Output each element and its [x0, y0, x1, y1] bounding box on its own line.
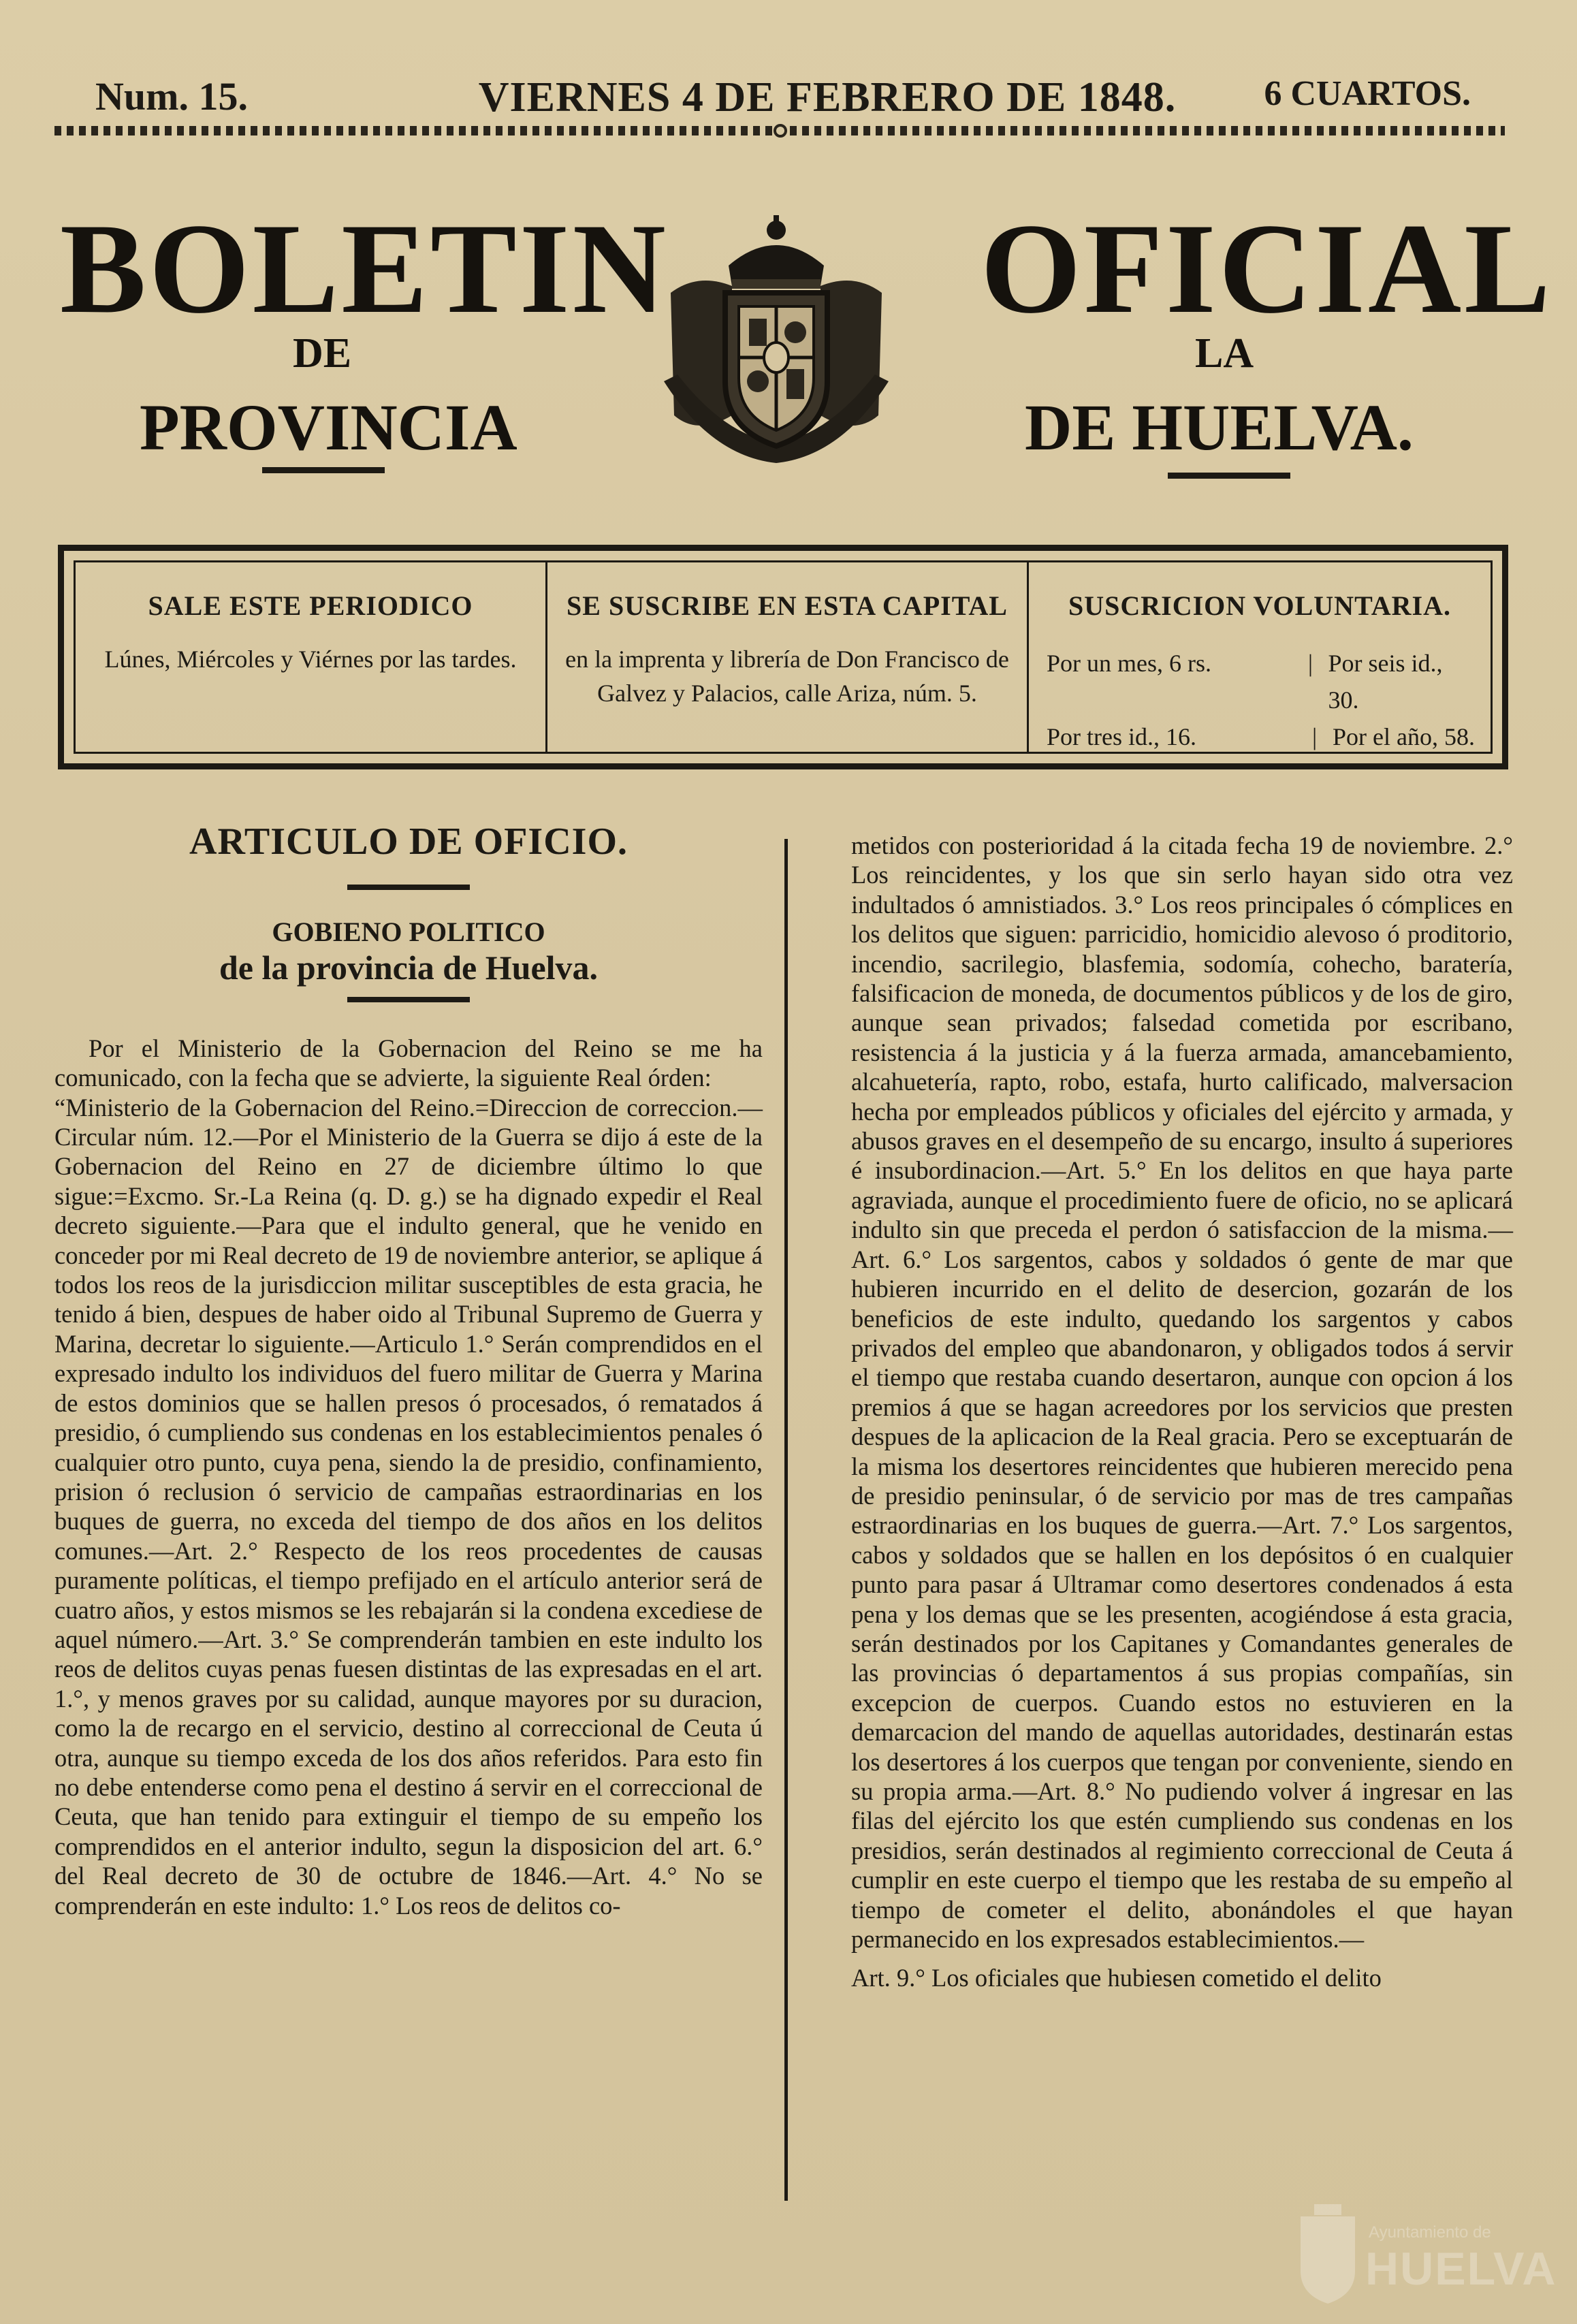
section-heading: GOBIENO POLITICO — [272, 917, 545, 947]
issue-line — [95, 74, 1471, 121]
rate-row: Por tres id., 16. | Por el año, 58. — [1047, 718, 1477, 755]
rate-row: Por un mes, 6 rs. | Por seis id., 30. — [1047, 645, 1477, 718]
article-body-left: “Ministerio de la Gobernacion del Reino.=Direccion de correccion.—Circular núm. 12.—Por el Ministerio de la Guerra se dijo á este de la Gobernacion del Reino en 27 de diciembre último lo que sigue:=Excmo. Sr.-La Reina (q. D. g.) se ha dignado expedir el Real decreto siguiente.—Para que el indulto general, que he venido en conceder por mi Real decreto de 19 de noviembre anterior, se aplique á todos los reos de la jurisdiccion militar susceptibles de esta gracia, he tenido á bien, despues de haber oido al Tribunal Supremo de Guerra y Marina, decretar lo siguiente.—Articulo 1.° Serán comprendidos en el expresado indulto los individuos del fuero militar de Guerra y Marina de estos dominios que se hallen presos ó procesados, ó rematados á presidio, ó cumpliendo sus condenas en los establecimientos penales ó cualquier otro punto, cuya pena, siendo la de presidio, confinamiento, prision ó reclusion ó servicio de campañas estraordinarias en los buques de guerra, no exceda del tiempo de dos años en los delitos comunes.—Art. 2.° Respecto de los reos procedentes de causas puramente políticas, el tiempo prefijado en el artículo anterior será de cuatro años, y estos mismos se les rebajarán si la condena excediese de aquel número.—Art. 3.° Se comprenderán tambien en este indulto los reos de delitos cuyas penas fuesen distintas de las expresadas en el art. 1.°, y menos graves por su calidad, aunque mayores por su duracion, como la de recargo en el servicio, destino al correccional de Ceuta ú otra, aunque su tiempo exceda de los dos años referidos. Para esto fin no debe entenderse como pena el destino á servir en el correccional de Ceuta, que han tenido para extinguir el tiempo de su empeño los comprendidos en el anterior indulto, segun la disposicion del art. 6.° del Real decreto de 30 de octubre de 1846.—Art. 4.° No se comprenderán en este indulto: 1.° Los reos de delitos co- — [54, 1093, 763, 1920]
issue-date: VIERNES 4 DE FEBRERO DE 1848. — [478, 74, 1177, 121]
watermark-small-text: Ayuntamiento de — [1369, 2223, 1491, 2242]
left-column — [54, 821, 763, 1920]
section-subheading: de la provincia de Huelva. — [219, 949, 599, 987]
subscribe-title: SE SUSCRIBE EN ESTA CAPITAL — [567, 590, 1008, 621]
right-column — [851, 831, 1513, 1993]
royal-crest-icon — [657, 211, 895, 466]
column-divider — [784, 839, 788, 2201]
masthead-provincia: PROVINCIA — [140, 391, 517, 464]
schedule-column — [76, 562, 545, 752]
rate-cell: Por un mes, 6 rs. — [1047, 650, 1211, 677]
schedule-text: Lúnes, Miércoles y Viérnes por las tardes. — [104, 646, 517, 673]
masthead-rule-right — [1168, 473, 1290, 479]
rule-ornament — [774, 124, 787, 138]
article-body-right: metidos con posterioridad á la citada fecha 19 de noviembre. 2.° Los reincidentes, y los que sin serlo hayan sido otra vez indultados ó amnistiados. 3.° Los reos principales ó cómplices en los delitos que siguen: parricidio, homicidio alevoso ó proditorio, incendio, sacrilegio, blasfemia, sodomía, cohecho, baratería, falsificacion de moneda, de documentos públicos y de los de giro, aunque sean privados; falsedad cometida por escribano, resistencia á la justicia y á la fuerza armada, amancebamiento, alcahuetería, rapto, robo, estafa, hurto calificado, malversacion hecha por empleados públicos y oficiales del ejército y armada, y abusos graves en el desempeño de su encargo, insulto á superiores é insubordinacion.—Art. 5.° En los delitos en que haya parte agraviada, aunque el procedimiento fuere de oficio, no se aplicará indulto sin que preceda el perdon ó satisfaccion de la misma.—Art. 6.° Los sargentos, cabos y soldados ó gente de mar que hubieren incurrido en el delito de desercion, gozarán de los beneficios de este indulto, quedando los sargentos y cabos privados del empleo que abandonaron, y obligados todos á servir el tiempo que restaba cuando desertaron, aunque con opcion á los premios á que se hagan acreedores por los servicios que presten despues de la aplicacion de la Real gracia. Pero se exceptuarán de la misma los desertores reincidentes que hubieren merecido pena de presidio peninsular, ó de servicio por mas de tres campañas estraordinarias en los buques de guerra.—Art. 7.° Los sargentos, cabos y soldados que se hallen en los depósitos ó en cualquier punto para pasar á Ultramar como desertores condenados á esta pena y los demas que se les presenten, acogiéndose á esta gracia, serán destinados por los Capitanes y Comandantes generales de las provincias ó departamentos á sus propias compañías, sin excepcion de cuerpos. Cuando estos no estuvieren en la demarcacion del mando de aquellas autoridades, destinarán estas los desertores á los cuerpos que tengan por conveniente, siendo en su propia arma.—Art. 8.° No pudiendo volver á ingresar en las filas del ejército los que estén cumpliendo sus condenas en los presidios, serán destinados al regimiento correccional de Ceuta á cumplir en este cuerpo el tiempo que les restaba de su empeño al tiempo de cometer el delito, abonándoles el que hayan permanecido en los expresados establecimientos.— — [851, 831, 1513, 1954]
subheading-rule — [347, 997, 470, 1002]
masthead-oficial: OFICIAL — [981, 197, 1553, 340]
archive-watermark — [1294, 2203, 1557, 2319]
heading-rule — [347, 885, 470, 890]
subscription-box — [58, 545, 1508, 769]
subscribe-text: en la imprenta y librería de Don Francisco de Galvez y Palacios, calle Ariza, núm. 5. — [565, 646, 1009, 707]
article-body-last-line: Art. 9.° Los oficiales que hubiesen cometido el delito — [851, 1964, 1382, 1992]
rates-title: SUSCRICION VOLUNTARIA. — [1068, 590, 1452, 621]
masthead-de: DE — [293, 330, 352, 377]
masthead-de-huelva: DE HUELVA. — [1025, 391, 1414, 464]
issue-number: Num. 15. — [95, 74, 248, 118]
issue-price: 6 CUARTOS. — [1264, 74, 1471, 113]
article-intro: Por el Ministerio de la Gobernacion del Reino se me ha comunicado, con la fecha que se advierte, la siguiente Real órden: — [54, 1034, 763, 1092]
masthead-boletin: BOLETIN — [60, 197, 669, 340]
subscribe-column — [545, 562, 1029, 752]
rate-cell: Por el año, 58. — [1333, 723, 1475, 750]
rate-cell: Por tres id., 16. — [1047, 723, 1196, 750]
rates-column — [1029, 562, 1491, 752]
city-shield-icon — [1294, 2203, 1362, 2305]
schedule-title: SALE ESTE PERIODICO — [148, 590, 473, 621]
article-heading: ARTICULO DE OFICIO. — [189, 821, 628, 863]
rates-table — [1042, 645, 1477, 755]
rate-cell: Por seis id., 30. — [1328, 650, 1443, 714]
masthead-la: LA — [1195, 330, 1254, 377]
masthead-rule-left — [262, 467, 385, 473]
watermark-logo-text: HUELVA — [1365, 2243, 1557, 2295]
